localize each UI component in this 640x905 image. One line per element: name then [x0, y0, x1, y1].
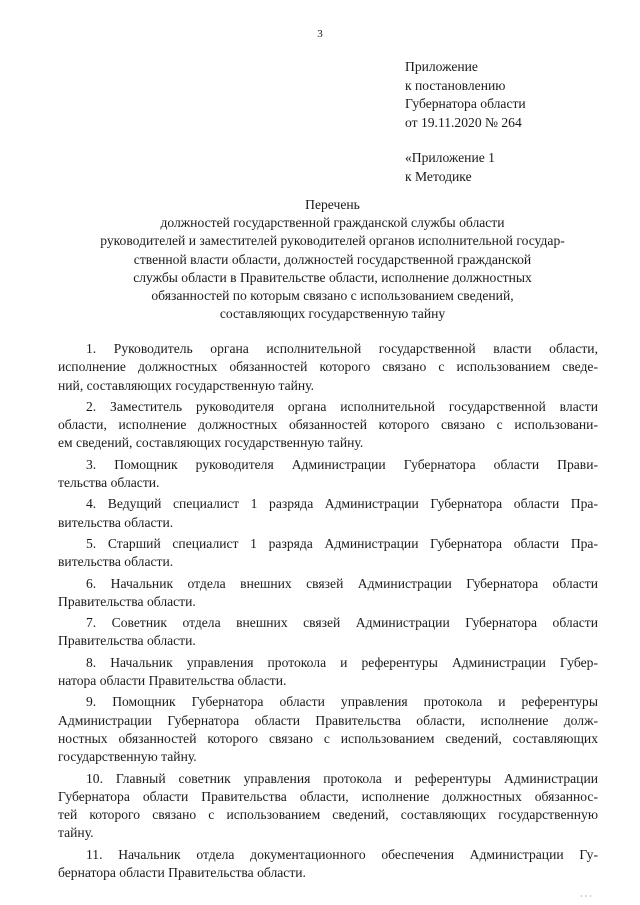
list-item-line: 8. Начальник управления протокола и референтуры Администрации Губер-	[86, 654, 598, 670]
title-line: обязанностей по которым связано с использованием сведений,	[151, 288, 514, 304]
list-item-line: вительства области.	[58, 554, 174, 570]
list-item-line: Губернатора области Правительства области, исполнение должностных обязаннос-	[58, 788, 598, 804]
list-item	[58, 456, 598, 493]
document-title	[70, 196, 595, 323]
methodology-line: «Приложение 1	[405, 150, 495, 165]
methodology-reference	[405, 149, 495, 186]
list-item-line: 2. Заместитель руководителя органа исполнительной государственной власти	[86, 398, 598, 414]
list-item-line: 4. Ведущий специалист 1 разряда Администрации Губернатора области Пра-	[86, 496, 598, 512]
list-item-line: 6. Начальник отдела внешних связей Администрации Губернатора области	[86, 575, 598, 591]
list-item-line: 1. Руководитель органа исполнительной государственной власти области,	[86, 341, 598, 356]
attachment-line: к постановлению	[405, 77, 506, 93]
list-item	[58, 575, 598, 612]
list-item-line: бернатора области Правительства области.	[58, 865, 306, 881]
list-item-line: тей которого связано с использованием сведений, составляющих государственную	[58, 807, 598, 823]
title-line: должностей государственной гражданской службы области	[160, 215, 505, 231]
attachment-line: от 19.11.2020 № 264	[405, 114, 522, 130]
list-item-line: государственную тайну.	[58, 749, 197, 765]
attachment-line: Губернатора области	[405, 96, 526, 111]
list-item	[58, 654, 598, 691]
list-item	[58, 846, 598, 883]
list-item	[58, 340, 598, 395]
list-item-line: вительства области.	[58, 514, 174, 530]
list-item	[58, 770, 598, 843]
list-item	[58, 398, 598, 453]
list-item-line: ний, составляющих государственную тайну.	[58, 377, 315, 393]
title-line: службы области в Правительстве области, исполнение должностных	[133, 269, 532, 285]
title-line: Перечень	[305, 197, 360, 212]
list-item-line: натора области Правительства области.	[58, 673, 287, 689]
page-number: 3	[317, 28, 323, 40]
title-line: ственной власти области, должностей государственной гражданской	[133, 251, 532, 267]
list-item	[58, 535, 598, 572]
list-item-line: Администрации Губернатора области Правительства области, исполнение долж-	[58, 712, 598, 728]
list-item-line: 7. Советник отдела внешних связей Администрации Губернатора области	[86, 615, 598, 631]
list-item-line: тайну.	[58, 825, 94, 841]
list-item-line: 9. Помощник Губернатора области управления протокола и референтуры	[86, 694, 598, 710]
list-item-line: ем сведений, составляющих государственную тайну.	[58, 435, 364, 451]
list-item-line: Правительства области.	[58, 593, 196, 609]
list-item-line: 11. Начальник отдела документационного обеспечения Администрации Гу-	[86, 846, 598, 862]
list-item-line: 10. Главный советник управления протокола и референтуры Администрации	[86, 770, 598, 786]
list-item-line: Правительства области.	[58, 633, 196, 649]
scan-mark: · · ·	[580, 892, 592, 901]
title-line: руководителей и заместителей руководителей органов исполнительной государ-	[100, 233, 565, 249]
list-item	[58, 495, 598, 532]
positions-list	[58, 340, 598, 885]
list-item-line: ностных обязанностей которого связано с использованием сведений, составляющих	[58, 730, 598, 746]
list-item-line: 5. Старший специалист 1 разряда Администрации Губернатора области Пра-	[86, 535, 598, 551]
list-item-line: 3. Помощник руководителя Администрации Губернатора области Прави-	[86, 456, 598, 472]
methodology-line: к Методике	[405, 168, 472, 184]
list-item	[58, 614, 598, 651]
list-item	[58, 693, 598, 766]
title-line: составляющих государственную тайну	[219, 306, 446, 322]
attachment-line: Приложение	[405, 59, 478, 74]
list-item-line: тельства области.	[58, 475, 160, 491]
list-item-line: исполнение должностных обязанностей которого связано с использованием сведе-	[58, 359, 598, 375]
attachment-header	[405, 58, 526, 132]
list-item-line: области, исполнение должностных обязанностей которого связано с использовани-	[58, 417, 598, 433]
